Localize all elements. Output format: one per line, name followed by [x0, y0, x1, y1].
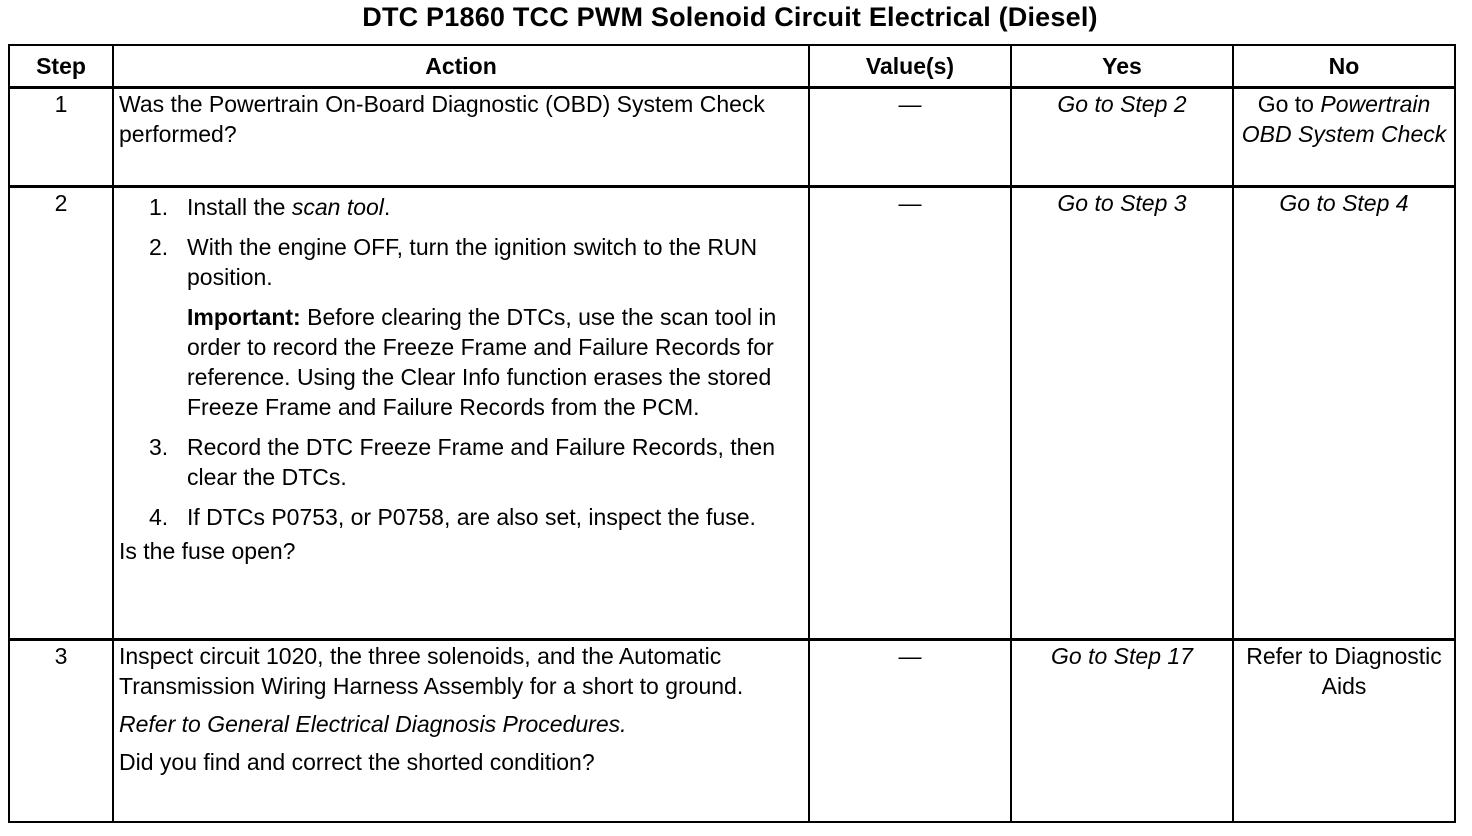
action-text: Inspect circuit 1020, the three solenoids, and the Automatic Transmission Wiring Harness Assembly for a short to ground.	[119, 643, 744, 699]
table-row	[9, 88, 1455, 187]
list-item	[119, 432, 803, 492]
no-cell: Refer to Diagnostic Aids	[1233, 640, 1455, 823]
header-values: Value(s)	[809, 45, 1011, 88]
header-yes: Yes	[1011, 45, 1233, 88]
action-cell	[113, 640, 809, 823]
question-text: Is the fuse open?	[119, 538, 296, 564]
list-item-suffix: .	[383, 194, 391, 220]
no-prefix: Go to	[1257, 91, 1321, 117]
action-steps-list	[119, 432, 803, 532]
value-cell: —	[809, 187, 1011, 640]
yes-cell: Go to Step 3	[1011, 187, 1233, 640]
question-text: Did you find and correct the shorted condition?	[119, 749, 595, 775]
table-row	[9, 187, 1455, 640]
step-number: 1	[9, 88, 113, 187]
header-step: Step	[9, 45, 113, 88]
list-item-number: 3.	[149, 434, 169, 460]
refer-text: Refer to General Electrical Diagnosis Procedures.	[119, 711, 627, 737]
list-item-text: Install the	[187, 194, 292, 220]
important-label: Important:	[187, 304, 301, 330]
step-number: 3	[9, 640, 113, 823]
list-item-text: With the engine OFF, turn the ignition switch to the RUN position.	[187, 234, 758, 290]
important-note	[119, 302, 803, 422]
value-cell: —	[809, 640, 1011, 823]
action-text: Was the Powertrain On-Board Diagnostic (OBD) System Check performed?	[119, 91, 765, 147]
list-item-text: If DTCs P0753, or P0758, are also set, inspect the fuse.	[187, 504, 756, 530]
step-number: 2	[9, 187, 113, 640]
list-item-text: Record the DTC Freeze Frame and Failure Records, then clear the DTCs.	[187, 434, 776, 490]
list-item-number: 1.	[149, 194, 169, 220]
table-row	[9, 640, 1455, 823]
important-text: Before clearing the DTCs, use the scan tool in order to record the Freeze Frame and Failure Records for reference. Using the Clear Info function erases the stored Freeze Frame and Failure Records from the PCM.	[187, 304, 777, 420]
list-item	[119, 232, 803, 292]
no-cell	[1233, 88, 1455, 187]
yes-cell: Go to Step 17	[1011, 640, 1233, 823]
action-cell	[113, 187, 809, 640]
value-cell: —	[809, 88, 1011, 187]
list-item-number: 4.	[149, 504, 169, 530]
document-title: DTC P1860 TCC PWM Solenoid Circuit Electrical (Diesel)	[362, 2, 1098, 32]
yes-cell: Go to Step 2	[1011, 88, 1233, 187]
action-steps-list	[119, 192, 803, 292]
list-item	[119, 502, 803, 532]
list-item-number: 2.	[149, 234, 169, 260]
table-header-row	[9, 45, 1455, 88]
action-cell	[113, 88, 809, 187]
header-action: Action	[113, 45, 809, 88]
no-cell: Go to Step 4	[1233, 187, 1455, 640]
list-item-italic: scan tool	[291, 194, 384, 220]
header-no: No	[1233, 45, 1455, 88]
diagnostic-table	[8, 44, 1456, 823]
no-link-text: Powertrain OBD System Check	[1241, 91, 1447, 147]
list-item	[119, 192, 803, 222]
